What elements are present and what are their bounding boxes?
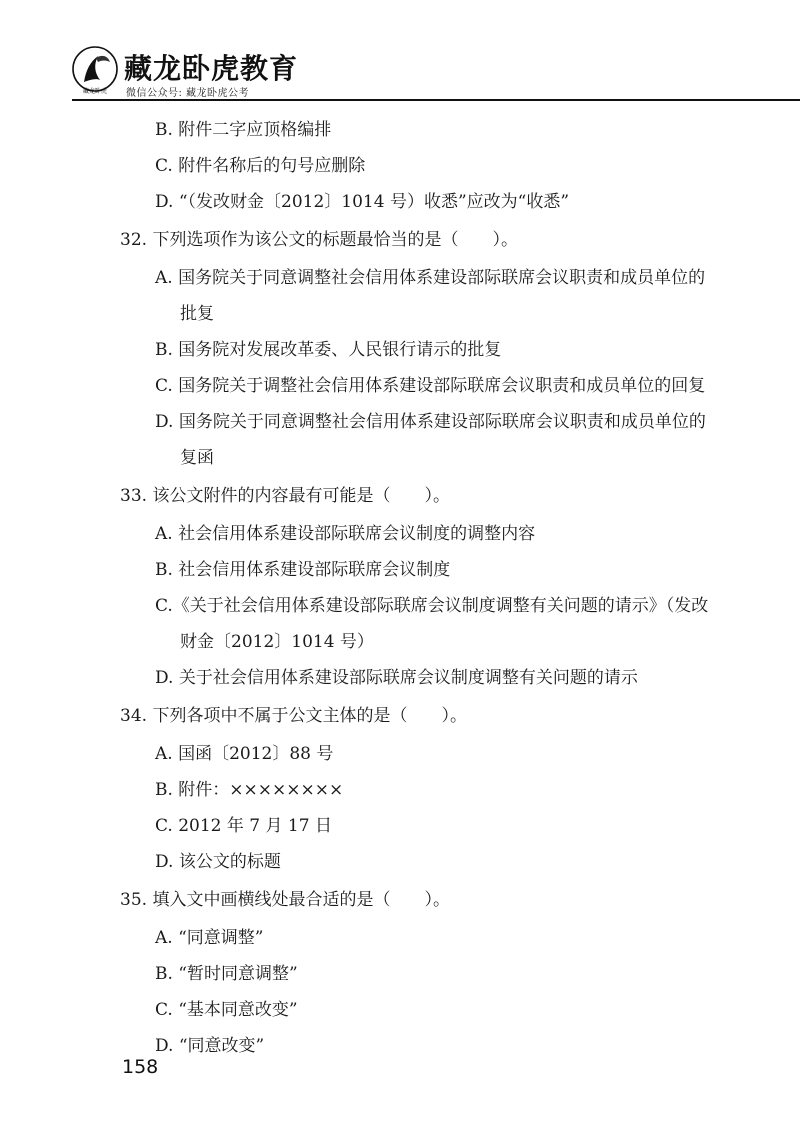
answer-option: B. 社会信用体系建设部际联席会议制度 — [155, 560, 451, 580]
answer-option: D. “同意改变” — [155, 1036, 265, 1056]
question-stem: 32. 下列选项作为该公文的标题最恰当的是（ ）。 — [120, 230, 518, 250]
logo-caption: 藏龙卧虎 — [82, 88, 108, 95]
answer-option: C. 国务院关于调整社会信用体系建设部际联席会议职责和成员单位的回复 — [155, 376, 706, 396]
answer-option: B. 国务院对发展改革委、人民银行请示的批复 — [155, 340, 502, 360]
answer-option: C.《关于社会信用体系建设部际联席会议制度调整有关问题的请示》（发改 — [155, 596, 709, 616]
answer-option: A. 国务院关于同意调整社会信用体系建设部际联席会议职责和成员单位的 — [155, 268, 706, 288]
option-continuation: 复函 — [180, 448, 214, 468]
answer-option: C. 附件名称后的句号应删除 — [155, 156, 366, 176]
page-header — [0, 0, 800, 102]
answer-option: D. 关于社会信用体系建设部际联席会议制度调整有关问题的请示 — [155, 668, 638, 688]
answer-option: B. 附件：×××××××× — [155, 780, 344, 800]
option-continuation: 批复 — [180, 304, 214, 324]
question-stem: 35. 填入文中画横线处最合适的是（ ）。 — [120, 890, 450, 910]
brand-logo-icon — [70, 44, 120, 96]
header-rule — [72, 99, 800, 101]
answer-option: A. 国函〔2012〕88 号 — [155, 744, 334, 764]
answer-option: D. “（发改财金〔2012〕1014 号）收悉”应改为“收悉” — [155, 192, 570, 212]
question-stem: 34. 下列各项中不属于公文主体的是（ ）。 — [120, 706, 467, 726]
option-continuation: 财金〔2012〕1014 号） — [180, 632, 374, 652]
page-number: 158 — [122, 1056, 159, 1078]
answer-option: A. 社会信用体系建设部际联席会议制度的调整内容 — [155, 524, 536, 544]
answer-option: B. 附件二字应顶格编排 — [155, 120, 332, 140]
answer-option: C. 2012 年 7 月 17 日 — [155, 816, 332, 836]
answer-option: C. “基本同意改变” — [155, 1000, 298, 1020]
brand-name: 藏龙卧虎教育 — [124, 52, 299, 85]
answer-option: B. “暂时同意调整” — [155, 964, 298, 984]
brand-subtitle: 微信公众号: 藏龙卧虎公考 — [126, 88, 250, 99]
question-stem: 33. 该公文附件的内容最有可能是（ ）。 — [120, 486, 450, 506]
answer-option: D. 国务院关于同意调整社会信用体系建设部际联席会议职责和成员单位的 — [155, 412, 706, 432]
answer-option: A. “同意调整” — [155, 928, 264, 948]
answer-option: D. 该公文的标题 — [155, 852, 281, 872]
